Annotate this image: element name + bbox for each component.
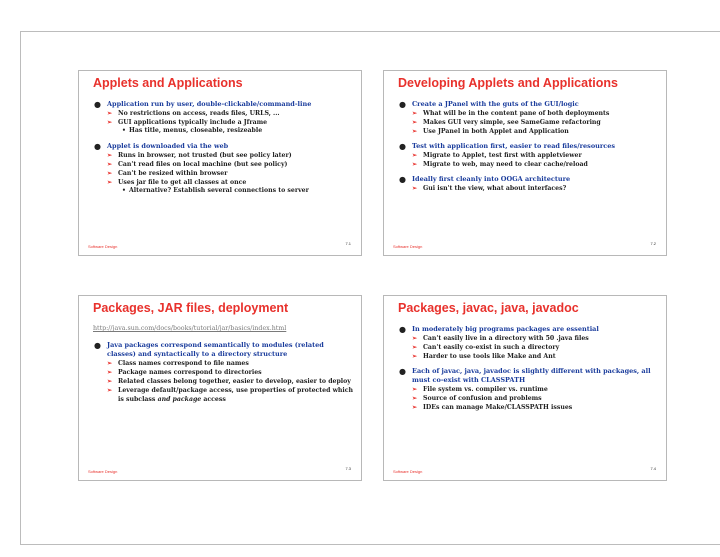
bullet-dot-icon: ● xyxy=(94,99,101,109)
arrow-marker-icon: ➢ xyxy=(412,161,418,168)
bullet-level-2 xyxy=(93,169,353,178)
bullet-text: Source of confusion and problems xyxy=(423,395,542,402)
bullet-text: Related classes belong together, easier to develop, easier to deploy xyxy=(118,378,351,385)
arrow-marker-icon: ➢ xyxy=(412,335,418,342)
bullet-text: Migrate to web, may need to clear cache/reload xyxy=(423,161,588,168)
arrow-marker-icon: ➢ xyxy=(412,152,418,159)
bullet-text: Gui isn't the view, what about interfaces? xyxy=(423,185,567,192)
bullet-text: Application run by user, double-clickable/command-line xyxy=(107,100,312,108)
bullet-dot-icon: ● xyxy=(399,174,406,184)
bullet-text: Java packages correspond semantically to modules (related classes) and syntactically to a directory structure xyxy=(107,341,324,358)
bullet-text: Package names correspond to directories xyxy=(118,369,262,376)
slide-page-number: 7.2 xyxy=(650,241,656,246)
bullet-text: Migrate to Applet, test first with appletviewer xyxy=(423,152,582,159)
slide-page-number: 7.1 xyxy=(345,241,351,246)
slide-packages-jar xyxy=(78,295,362,481)
bullet-group xyxy=(93,142,353,196)
bullet-level-1 xyxy=(398,175,658,184)
arrow-marker-icon: ➢ xyxy=(107,151,113,159)
bullet-text: Runs in browser, not trusted (but see policy later) xyxy=(118,151,292,159)
bullet-level-2 xyxy=(398,109,658,118)
bullet-group xyxy=(398,367,658,412)
bullet-level-2 xyxy=(398,343,658,352)
bullet-text: Makes GUI very simple, see SameGame refactoring xyxy=(423,119,601,126)
slide-applets-and-applications xyxy=(78,70,362,256)
slide-content xyxy=(93,100,353,201)
arrow-marker-icon: ➢ xyxy=(107,387,113,394)
bullet-level-2 xyxy=(398,118,658,127)
arrow-marker-icon: ➢ xyxy=(107,378,113,385)
bullet-text: Can't read files on local machine (but see policy) xyxy=(118,160,288,168)
bullet-level-2 xyxy=(398,184,658,193)
bullet-text: Each of javac, java, javadoc is slightly different with packages, all must co-exist with CLASSPATH xyxy=(412,367,651,384)
arrow-marker-icon: ➢ xyxy=(107,160,113,168)
bullet-text: Can't easily co-exist in such a directory xyxy=(423,344,560,351)
arrow-marker-icon: ➢ xyxy=(412,344,418,351)
bullet-level-2 xyxy=(93,377,353,386)
bullet-level-2 xyxy=(93,178,353,187)
bullet-text: No restrictions on access, reads files, URLS, ... xyxy=(118,110,280,117)
bullet-text: Harder to use tools like Make and Ant xyxy=(423,353,556,360)
bullet-text: IDEs can manage Make/CLASSPATH issues xyxy=(423,404,573,411)
bullet-level-2 xyxy=(398,403,658,412)
bullet-level-1 xyxy=(93,341,353,359)
slide-title: Packages, javac, java, javadoc xyxy=(398,301,579,315)
slide-developing-applets xyxy=(383,70,667,256)
bullet-level-2 xyxy=(93,118,353,127)
bullet-level-1 xyxy=(398,100,658,109)
bullet-text: File system vs. compiler vs. runtime xyxy=(423,386,548,393)
bullet-level-2 xyxy=(93,151,353,160)
bullet-text: GUI applications typically include a Jframe xyxy=(118,119,268,126)
bullet-small-dot-icon: • xyxy=(122,127,126,134)
bullet-text: What will be in the content pane of both deployments xyxy=(423,110,610,117)
slide-footer: Software Design xyxy=(88,469,118,474)
bullet-level-1 xyxy=(398,142,658,151)
bullet-level-2 xyxy=(398,394,658,403)
bullet-group xyxy=(398,175,658,193)
bullet-text: Uses jar file to get all classes at once xyxy=(118,178,247,186)
bullet-text: Test with application first, easier to read files/resources xyxy=(412,142,616,150)
emphasis-text: and package xyxy=(157,396,202,403)
bullet-level-3 xyxy=(93,187,353,196)
bullet-text: Use JPanel in both Applet and Application xyxy=(423,128,569,135)
bullet-level-2 xyxy=(93,386,353,404)
slide-footer: Software Design xyxy=(393,469,423,474)
bullet-level-2 xyxy=(398,352,658,361)
slide-title: Applets and Applications xyxy=(93,76,243,90)
bullet-group xyxy=(398,142,658,169)
bullet-text: Can't easily live in a directory with 50 .java files xyxy=(423,335,589,342)
slide-footer: Software Design xyxy=(393,244,423,249)
arrow-marker-icon: ➢ xyxy=(107,119,113,126)
slide-page-number: 7.3 xyxy=(345,466,351,471)
bullet-level-1 xyxy=(398,325,658,334)
arrow-marker-icon: ➢ xyxy=(107,169,113,177)
slide-page-number: 7.4 xyxy=(650,466,656,471)
bullet-level-2 xyxy=(398,151,658,160)
bullet-dot-icon: ● xyxy=(94,140,101,151)
bullet-group xyxy=(93,100,353,136)
bullet-text: Leverage default/package access, use properties of protected which is subclass xyxy=(118,387,354,403)
arrow-marker-icon: ➢ xyxy=(107,369,113,376)
arrow-marker-icon: ➢ xyxy=(412,185,418,192)
bullet-level-2 xyxy=(93,109,353,118)
bullet-dot-icon: ● xyxy=(399,141,406,151)
slide-packages-javac xyxy=(383,295,667,481)
bullet-text: Ideally first cleanly into OOGA architecture xyxy=(412,175,571,183)
bullet-level-1 xyxy=(93,100,353,109)
slide-content xyxy=(398,100,658,199)
bullet-dot-icon: ● xyxy=(399,366,406,376)
bullet-text: Class names correspond to file names xyxy=(118,360,249,367)
slide-content xyxy=(398,325,658,418)
arrow-marker-icon: ➢ xyxy=(412,395,418,402)
arrow-marker-icon: ➢ xyxy=(412,404,418,411)
bullet-dot-icon: ● xyxy=(399,99,406,109)
arrow-marker-icon: ➢ xyxy=(107,178,113,186)
bullet-level-2 xyxy=(398,385,658,394)
bullet-level-2 xyxy=(93,160,353,169)
bullet-level-2 xyxy=(398,127,658,136)
slide-title: Packages, JAR files, deployment xyxy=(93,301,289,315)
bullet-text: Alternative? Establish several connections to server xyxy=(129,186,309,194)
arrow-marker-icon: ➢ xyxy=(412,128,418,135)
bullet-level-2 xyxy=(93,359,353,368)
arrow-marker-icon: ➢ xyxy=(412,110,418,117)
slide-footer: Software Design xyxy=(88,244,118,249)
bullet-text-tail: access xyxy=(201,396,226,403)
bullet-dot-icon: ● xyxy=(94,340,101,350)
bullet-dot-icon: ● xyxy=(399,324,406,334)
bullet-small-dot-icon: • xyxy=(122,186,126,194)
bullet-group xyxy=(93,341,353,404)
bullet-level-2 xyxy=(398,334,658,343)
bullet-text: Can't be resized within browser xyxy=(118,169,228,177)
bullet-group xyxy=(398,325,658,361)
reference-link[interactable]: http://java.sun.com/docs/books/tutorial/jar/basics/index.html xyxy=(93,325,287,332)
bullet-text: Create a JPanel with the guts of the GUI/logic xyxy=(412,100,579,108)
slide-content xyxy=(93,325,353,410)
bullet-level-1 xyxy=(93,142,353,151)
arrow-marker-icon: ➢ xyxy=(412,353,418,360)
bullet-group xyxy=(398,100,658,136)
bullet-text: In moderately big programs packages are essential xyxy=(412,325,599,333)
arrow-marker-icon: ➢ xyxy=(412,119,418,126)
arrow-marker-icon: ➢ xyxy=(412,386,418,393)
bullet-level-2 xyxy=(93,368,353,377)
bullet-level-1 xyxy=(398,367,658,385)
arrow-marker-icon: ➢ xyxy=(107,110,113,117)
slide-title: Developing Applets and Applications xyxy=(398,76,618,90)
bullet-level-2 xyxy=(398,160,658,169)
bullet-text: Has title, menus, closeable, resizeable xyxy=(129,127,263,134)
bullet-level-3 xyxy=(93,127,353,136)
bullet-text: Applet is downloaded via the web xyxy=(107,141,229,150)
arrow-marker-icon: ➢ xyxy=(107,360,113,367)
